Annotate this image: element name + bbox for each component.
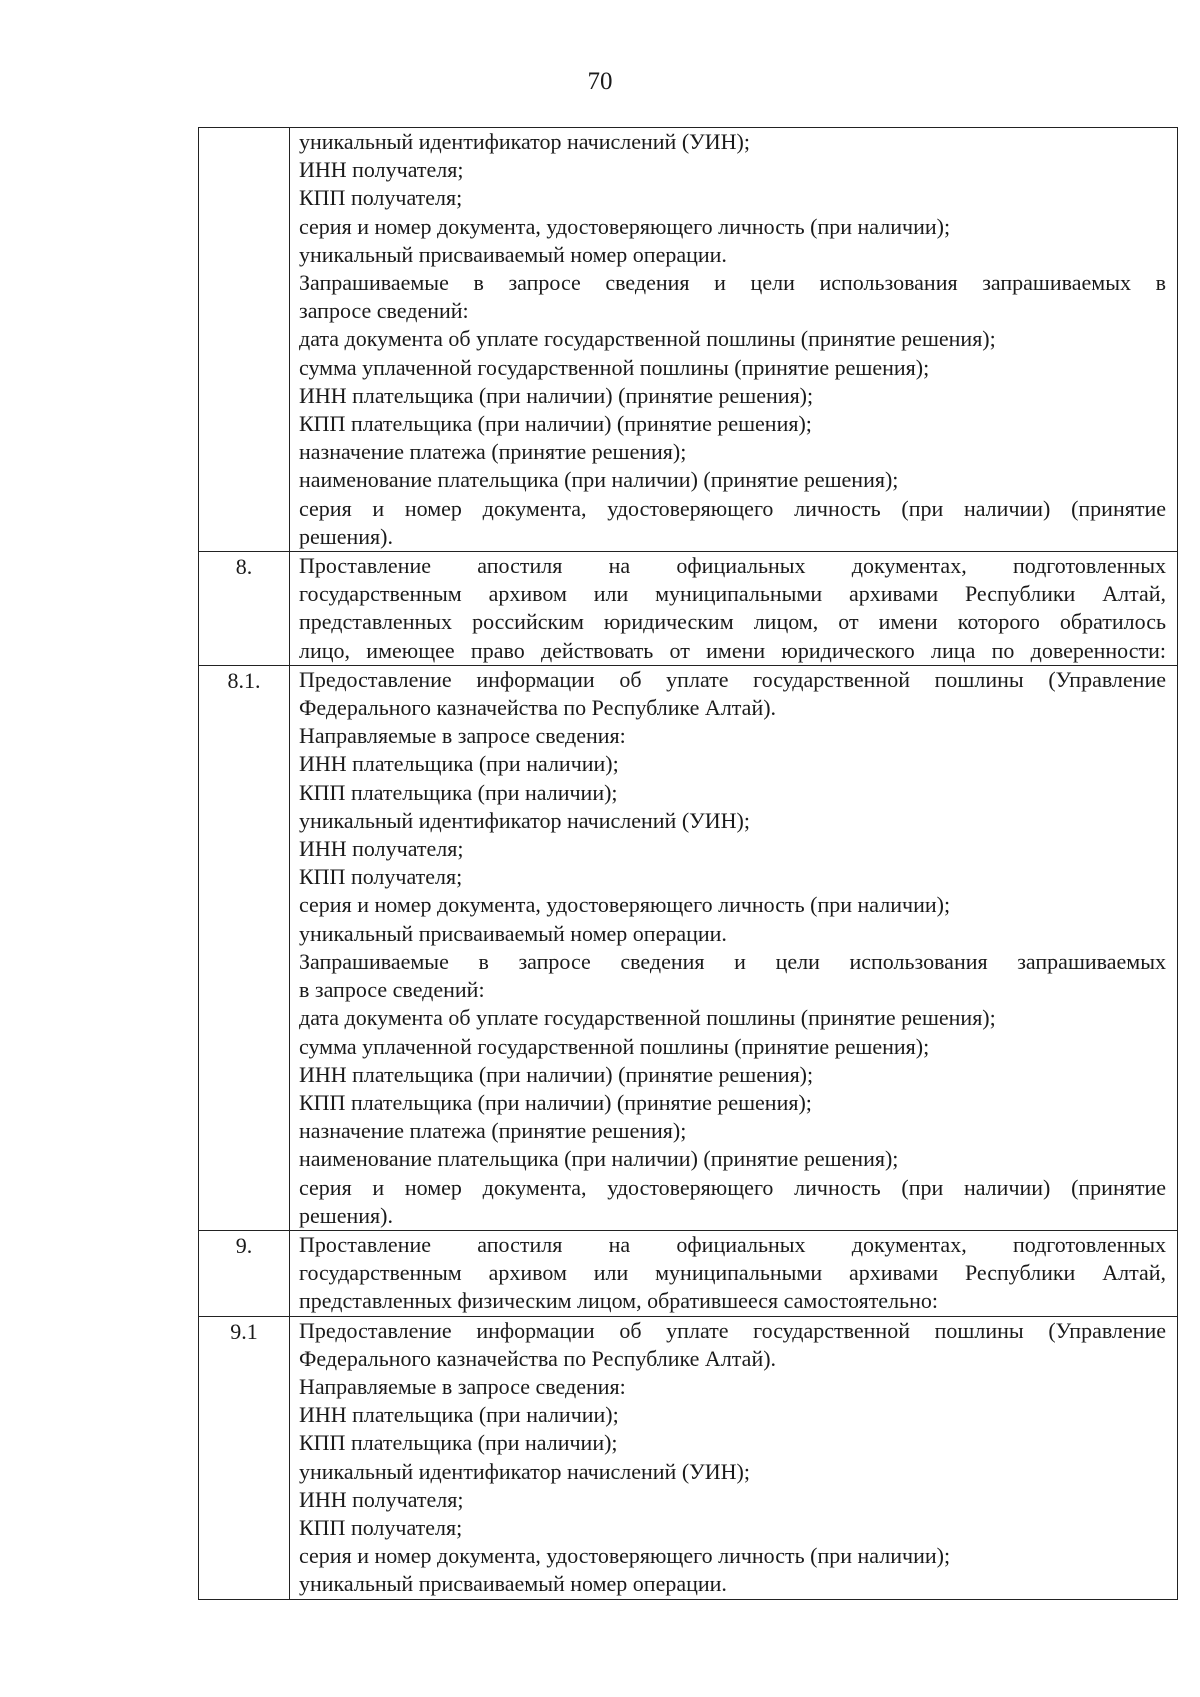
- content-line: представленных российским юридическим лицом, от имени которого обратилось: [299, 609, 1166, 635]
- content-line: наименование плательщика (при наличии) (принятие решения);: [299, 1146, 899, 1172]
- row-content: [290, 1316, 1178, 1599]
- content-line: Проставление апостиля на официальных документах, подготовленных: [299, 553, 1166, 579]
- content-line: Запрашиваемые в запросе сведения и цели использования запрашиваемых: [299, 948, 1166, 974]
- content-line: КПП получателя;: [299, 185, 463, 211]
- content-line: уникальный присваиваемый номер операции.: [299, 241, 727, 267]
- content-line: ИНН плательщика (при наличии);: [299, 1402, 619, 1428]
- content-line: сумма уплаченной государственной пошлины (принятие решения);: [299, 354, 930, 380]
- content-line: назначение платежа (принятие решения);: [299, 1118, 687, 1144]
- table-row: [199, 128, 1178, 552]
- document-table: [198, 127, 1178, 1600]
- content-line: уникальный присваиваемый номер операции.: [299, 920, 727, 946]
- content-line: государственным архивом или муниципальными архивами Республики Алтай,: [299, 581, 1166, 607]
- content-line: уникальный идентификатор начислений (УИН);: [299, 129, 750, 154]
- content-line: КПП плательщика (при наличии);: [299, 779, 618, 805]
- content-line: серия и номер документа, удостоверяющего личность (при наличии) (принятие: [299, 1174, 1166, 1200]
- content-line: ИНН получателя;: [299, 836, 464, 862]
- content-line: ИНН плательщика (при наличии) (принятие решения);: [299, 1061, 814, 1087]
- content-line: решения).: [299, 1202, 393, 1228]
- row-number: 9.: [199, 1230, 290, 1316]
- content-line: назначение платежа (принятие решения);: [299, 439, 687, 465]
- content-line: серия и номер документа, удостоверяющего личность (при наличии);: [299, 1543, 951, 1569]
- row-content: [290, 665, 1178, 1230]
- content-line: запросе сведений:: [299, 298, 469, 324]
- row-content: [290, 1230, 1178, 1316]
- content-line: серия и номер документа, удостоверяющего личность (при наличии);: [299, 213, 951, 239]
- content-line: КПП плательщика (при наличии) (принятие решения);: [299, 1089, 812, 1115]
- content-line: КПП получателя;: [299, 1514, 463, 1540]
- page-number: 70: [587, 68, 613, 95]
- row-content: [290, 128, 1178, 552]
- content-line: ИНН плательщика (при наличии);: [299, 751, 619, 777]
- row-number: 8.: [199, 552, 290, 666]
- row-number: [199, 128, 290, 552]
- content-line: серия и номер документа, удостоверяющего личность (при наличии) (принятие: [299, 495, 1166, 521]
- content-line: в запросе сведений:: [299, 977, 485, 1003]
- row-number: 8.1.: [199, 665, 290, 1230]
- row-content: [290, 552, 1178, 666]
- content-line: государственным архивом или муниципальными архивами Республики Алтай,: [299, 1260, 1166, 1286]
- content-line: Предоставление информации об уплате государственной пошлины (Управление: [299, 1317, 1166, 1343]
- content-line: КПП плательщика (при наличии) (принятие решения);: [299, 411, 812, 437]
- content-line: Предоставление информации об уплате государственной пошлины (Управление: [299, 666, 1166, 692]
- content-line: Федерального казначейства по Республике Алтай).: [299, 695, 777, 721]
- content-line: наименование плательщика (при наличии) (принятие решения);: [299, 467, 899, 493]
- content-line: решения).: [299, 523, 393, 549]
- content-line: КПП плательщика (при наличии);: [299, 1430, 618, 1456]
- content-line: ИНН получателя;: [299, 1486, 464, 1512]
- content-line: дата документа об уплате государственной пошлины (принятие решения);: [299, 1005, 996, 1031]
- content-line: серия и номер документа, удостоверяющего личность (при наличии);: [299, 892, 951, 918]
- content-line: уникальный идентификатор начислений (УИН);: [299, 807, 750, 833]
- content-line: уникальный идентификатор начислений (УИН);: [299, 1458, 750, 1484]
- content-line: Направляемые в запросе сведения:: [299, 1373, 626, 1399]
- row-number: 9.1: [199, 1316, 290, 1599]
- table-row: [199, 1316, 1178, 1599]
- content-line: сумма уплаченной государственной пошлины (принятие решения);: [299, 1033, 930, 1059]
- content-line: ИНН получателя;: [299, 157, 464, 183]
- content-line: ИНН плательщика (при наличии) (принятие решения);: [299, 382, 814, 408]
- content-line: лицо, имеющее право действовать от имени юридического лица по доверенности:: [299, 637, 1166, 663]
- content-line: Проставление апостиля на официальных документах, подготовленных: [299, 1231, 1166, 1257]
- table-row: [199, 552, 1178, 666]
- content-line: Федерального казначейства по Республике Алтай).: [299, 1345, 777, 1371]
- content-line: уникальный присваиваемый номер операции.: [299, 1571, 727, 1597]
- content-line: Направляемые в запросе сведения:: [299, 723, 626, 749]
- content-line: Запрашиваемые в запросе сведения и цели использования запрашиваемых в: [299, 270, 1166, 296]
- table-row: [199, 1230, 1178, 1316]
- content-line: представленных физическим лицом, обратившееся самостоятельно:: [299, 1288, 938, 1314]
- content-line: дата документа об уплате государственной пошлины (принятие решения);: [299, 326, 996, 352]
- content-line: КПП получателя;: [299, 864, 463, 890]
- table-row: [199, 665, 1178, 1230]
